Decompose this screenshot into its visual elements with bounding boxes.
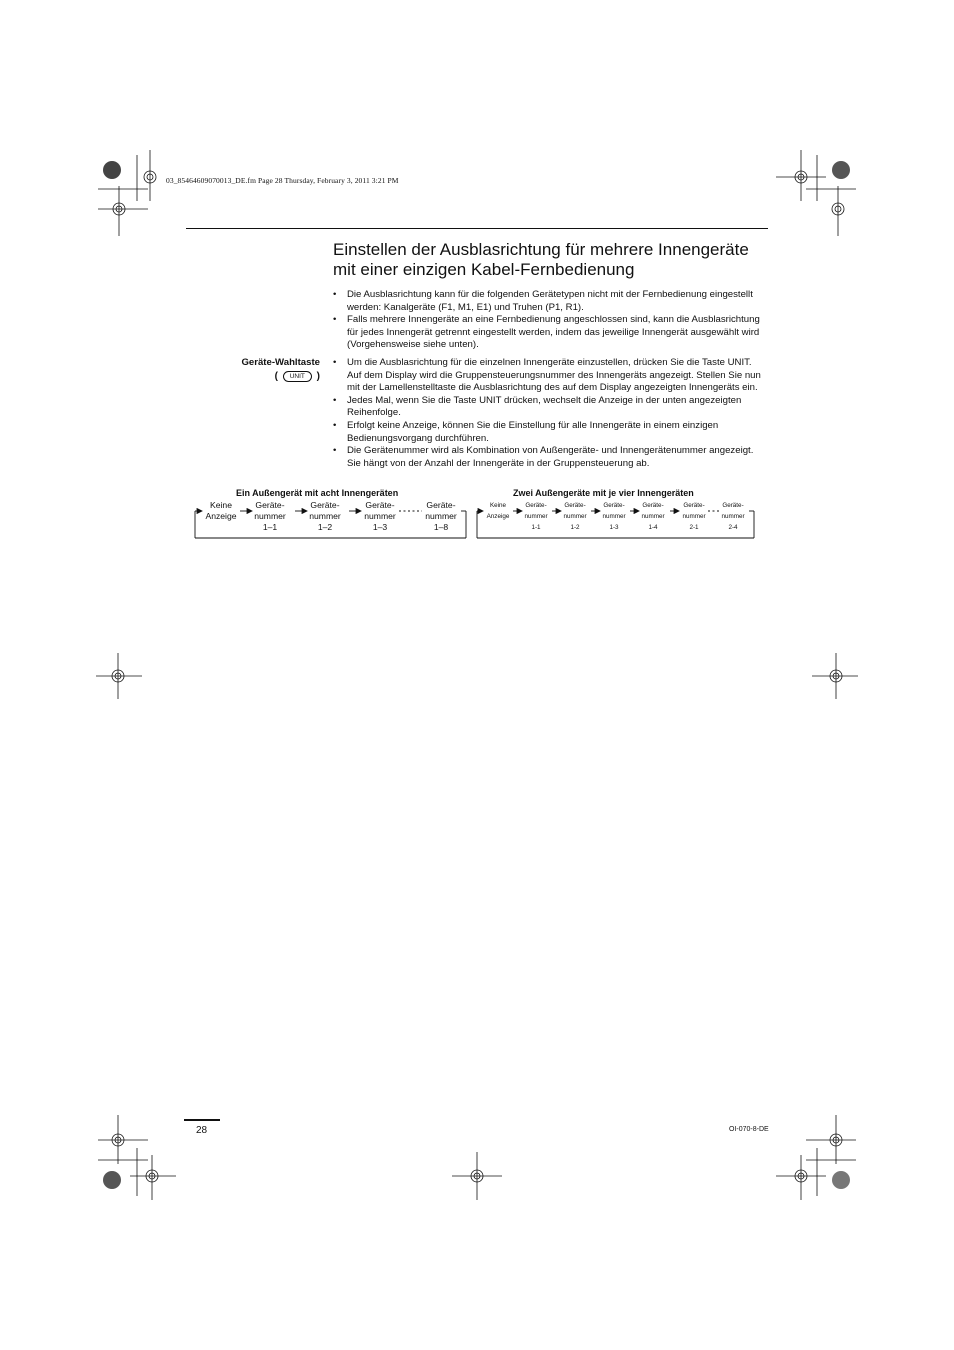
node-line: nummer [364, 511, 396, 521]
unit-button-icon: UNIT [283, 371, 312, 382]
intro-bullet-list [333, 289, 763, 352]
node-number: 1-2 [570, 524, 580, 531]
node-line: nummer [682, 513, 706, 520]
instruction-bullet: • Die Gerätenummer wird als Kombination von Außengeräte- und Innengerätenummer angezeigt. Sie hängt von der Anzahl der Innengeräte in der Gruppensteuerung ab. [333, 445, 767, 470]
page-title [333, 240, 773, 280]
node-line: nummer [309, 511, 341, 521]
diagram-a-node [198, 500, 244, 522]
diagram-b-node [521, 500, 551, 533]
node-line: Geräte- [426, 500, 456, 510]
diagram-b-node [560, 500, 590, 533]
diagram-b-node [638, 500, 668, 533]
node-number: 1–8 [433, 522, 449, 532]
node-line: Geräte- [683, 502, 705, 509]
node-number: 1–1 [262, 522, 278, 532]
diagram-b-node [679, 500, 709, 533]
intro-bullet: • Die Ausblasrichtung kann für die folgenden Gerätetypen nicht mit der Fernbedienung eingestellt werden: Kanalgeräte (F1, M1, E1) und Truhen (P1, R1). [333, 289, 763, 314]
diagram-b-title: Zwei Außengeräte mit je vier Innengeräten [513, 488, 694, 498]
document-code: OI-070-8-DE [729, 1126, 769, 1133]
node-line: Anzeige [205, 511, 237, 521]
node-number: 1–3 [372, 522, 388, 532]
node-line: nummer [254, 511, 286, 521]
instruction-bullet: • Jedes Mal, wenn Sie die Taste UNIT drücken, wechselt die Anzeige in der unten angezeigten Reihenfolge. [333, 395, 767, 420]
node-line: Anzeige [486, 513, 510, 520]
open-paren: ( [274, 371, 278, 382]
node-number: 2-1 [689, 524, 699, 531]
node-line: Geräte- [310, 500, 340, 510]
diagram-a-title: Ein Außengerät mit acht Innengeräten [236, 488, 399, 498]
node-number: 1–2 [317, 522, 333, 532]
node-line: nummer [563, 513, 587, 520]
top-rule [186, 228, 768, 229]
node-line: Keine [210, 500, 232, 510]
node-line: nummer [425, 511, 457, 521]
diagram-a-node [305, 500, 345, 533]
node-number: 1-1 [531, 524, 541, 531]
node-line: Geräte- [564, 502, 586, 509]
diagram-a-node [421, 500, 461, 533]
diagram-a-node [250, 500, 290, 533]
diagram-b-node [482, 500, 514, 522]
page-number-rule [184, 1119, 220, 1121]
node-line: Geräte- [525, 502, 547, 509]
instruction-bullet: • Um die Ausblasrichtung für die einzelnen Innengeräte einzustellen, drücken Sie die Taste UNIT. Auf dem Display wird die Gruppensteuerungsnummer des Innengeräts angezeigt. Stellen Sie nun mit der Lamellenstelltaste die Ausblasrichtung des auf dem Display angezeigten Innengeräts ein. [333, 357, 767, 395]
node-line: Keine [489, 502, 507, 509]
node-line: nummer [524, 513, 548, 520]
file-header: 03_85464609070013_DE.fm Page 28 Thursday, February 3, 2011 3:21 PM [166, 176, 399, 185]
node-line: Geräte- [255, 500, 285, 510]
intro-bullet: • Falls mehrere Innengeräte an eine Fernbedienung angeschlossen sind, kann die Ausblasrichtung für jedes Innengerät getrennt eingestellt werden, indem das jeweilige Innengerät ausgewählt wird (Vorgehensweise siehe unten). [333, 314, 763, 352]
node-line: Geräte- [603, 502, 625, 509]
close-paren: ) [316, 371, 320, 382]
instruction-bullet: • Erfolgt keine Anzeige, können Sie die Einstellung für alle Innengeräte in einem einzigen Bedienungsvorgang durchführen. [333, 420, 767, 445]
title-line-1: Einstellen der Ausblasrichtung für mehrere Innengeräte [333, 240, 749, 259]
unit-select-label: Geräte-Wahltaste [241, 357, 320, 368]
node-line: nummer [641, 513, 665, 520]
node-line: Geräte- [722, 502, 744, 509]
title-line-2: mit einer einzigen Kabel-Fernbedienung [333, 260, 635, 279]
node-number: 1-4 [648, 524, 658, 531]
diagram-b-node [718, 500, 748, 533]
node-line: nummer [602, 513, 626, 520]
diagram-a-node [360, 500, 400, 533]
node-number: 1-3 [609, 524, 619, 531]
node-number: 2-4 [728, 524, 738, 531]
instruction-bullet-list [333, 357, 767, 470]
unit-button-reference [260, 370, 320, 383]
diagram-b-node [599, 500, 629, 533]
node-line: nummer [721, 513, 745, 520]
node-line: Geräte- [642, 502, 664, 509]
node-line: Geräte- [365, 500, 395, 510]
page-number: 28 [196, 1125, 208, 1136]
